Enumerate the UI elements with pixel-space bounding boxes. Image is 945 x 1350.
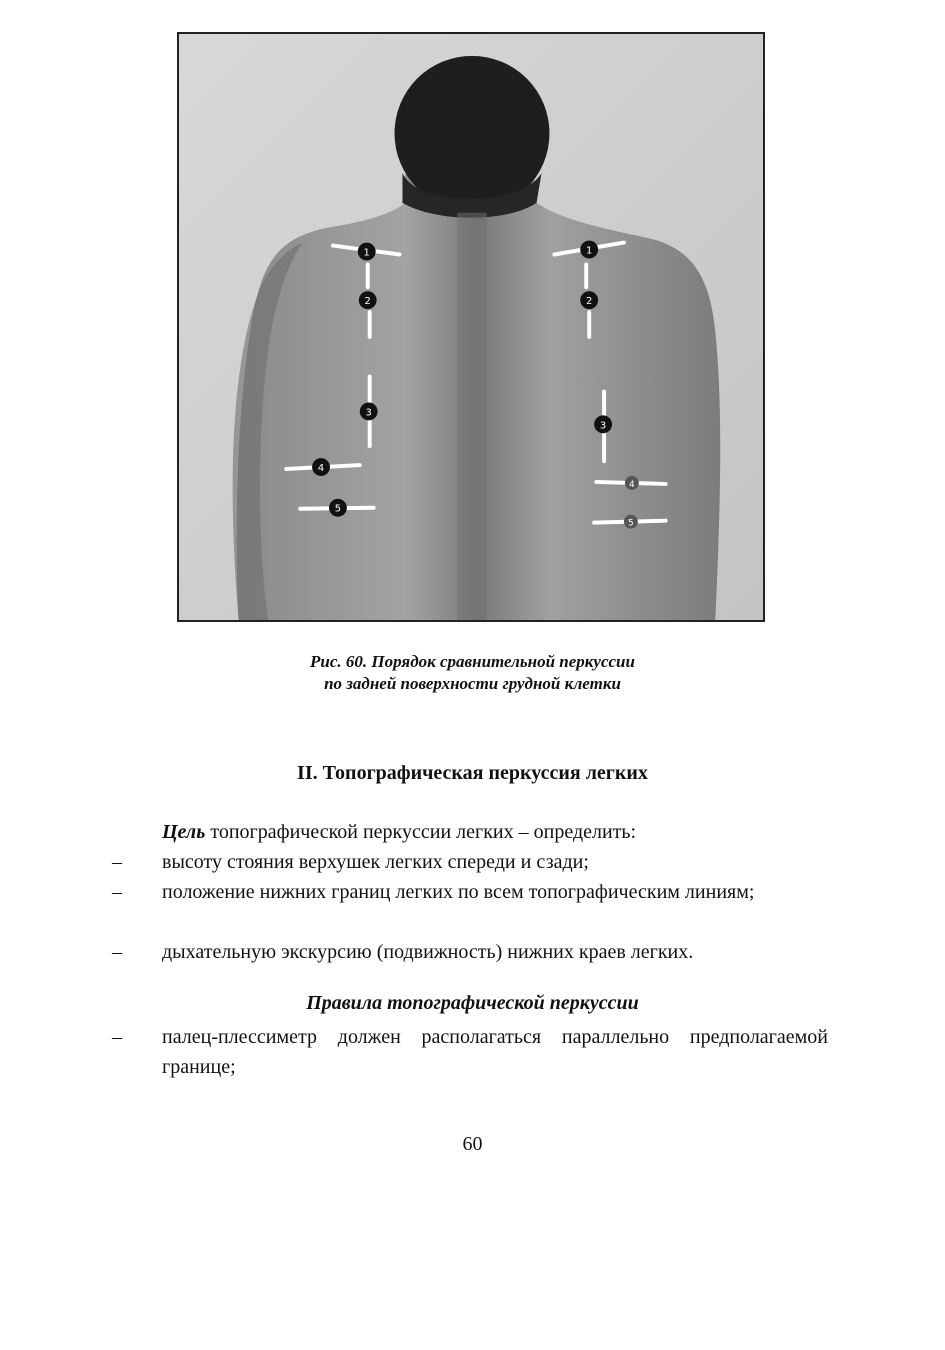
list-item-text: высоту стояния верхушек легких спереди и сзади; bbox=[162, 851, 589, 873]
point-1-right bbox=[580, 241, 598, 259]
list-item bbox=[112, 937, 828, 967]
point-label: 3 bbox=[599, 420, 607, 432]
list-dash: – bbox=[112, 881, 122, 903]
point-2-left bbox=[359, 291, 377, 309]
point-label: 5 bbox=[334, 503, 342, 515]
list-dash: – bbox=[112, 941, 122, 963]
point-3-left bbox=[360, 402, 378, 420]
list-dash: – bbox=[112, 1026, 122, 1048]
caption-line-2: по задней поверхности грудной клетки bbox=[324, 674, 621, 693]
caption-line-1: Рис. 60. Порядок сравнительной перкуссии bbox=[310, 652, 635, 671]
percussion-figure bbox=[177, 32, 765, 622]
figure-caption bbox=[0, 651, 945, 695]
point-label: 1 bbox=[363, 247, 370, 259]
point-label: 4 bbox=[629, 479, 635, 490]
point-5-right bbox=[624, 515, 638, 529]
list-item bbox=[112, 847, 828, 877]
point-label: 3 bbox=[365, 407, 372, 419]
list-dash: – bbox=[112, 851, 122, 873]
point-4-left bbox=[312, 458, 330, 476]
list-item-text: положение нижних границ легких по всем топографическим линиям; bbox=[162, 881, 755, 903]
point-3-right bbox=[594, 415, 612, 433]
goal-term: Цель bbox=[162, 821, 206, 843]
point-1-left bbox=[358, 243, 376, 261]
back-photo bbox=[179, 34, 763, 620]
list-item-text: палец-плессиметр должен располагаться параллельно предполагаемой границе; bbox=[162, 1026, 828, 1078]
list-item bbox=[112, 877, 828, 907]
point-5-left bbox=[329, 499, 347, 517]
section-heading: II. Топографическая перкуссия легких bbox=[297, 762, 648, 784]
page-number: 60 bbox=[462, 1133, 483, 1155]
point-label: 2 bbox=[586, 296, 593, 308]
goal-paragraph bbox=[162, 817, 828, 847]
point-label: 2 bbox=[364, 296, 371, 308]
point-4-right bbox=[625, 476, 639, 490]
point-2-right bbox=[580, 291, 598, 309]
point-label: 4 bbox=[317, 463, 325, 475]
rules-heading: Правила топографической перкуссии bbox=[306, 992, 639, 1014]
point-label: 5 bbox=[628, 518, 634, 529]
list-item bbox=[112, 1022, 828, 1082]
goal-text: топографической перкуссии легких – определить: bbox=[205, 821, 637, 843]
list-item-text: дыхательную экскурсию (подвижность) нижних краев легких. bbox=[162, 941, 694, 963]
point-label: 1 bbox=[586, 245, 593, 257]
